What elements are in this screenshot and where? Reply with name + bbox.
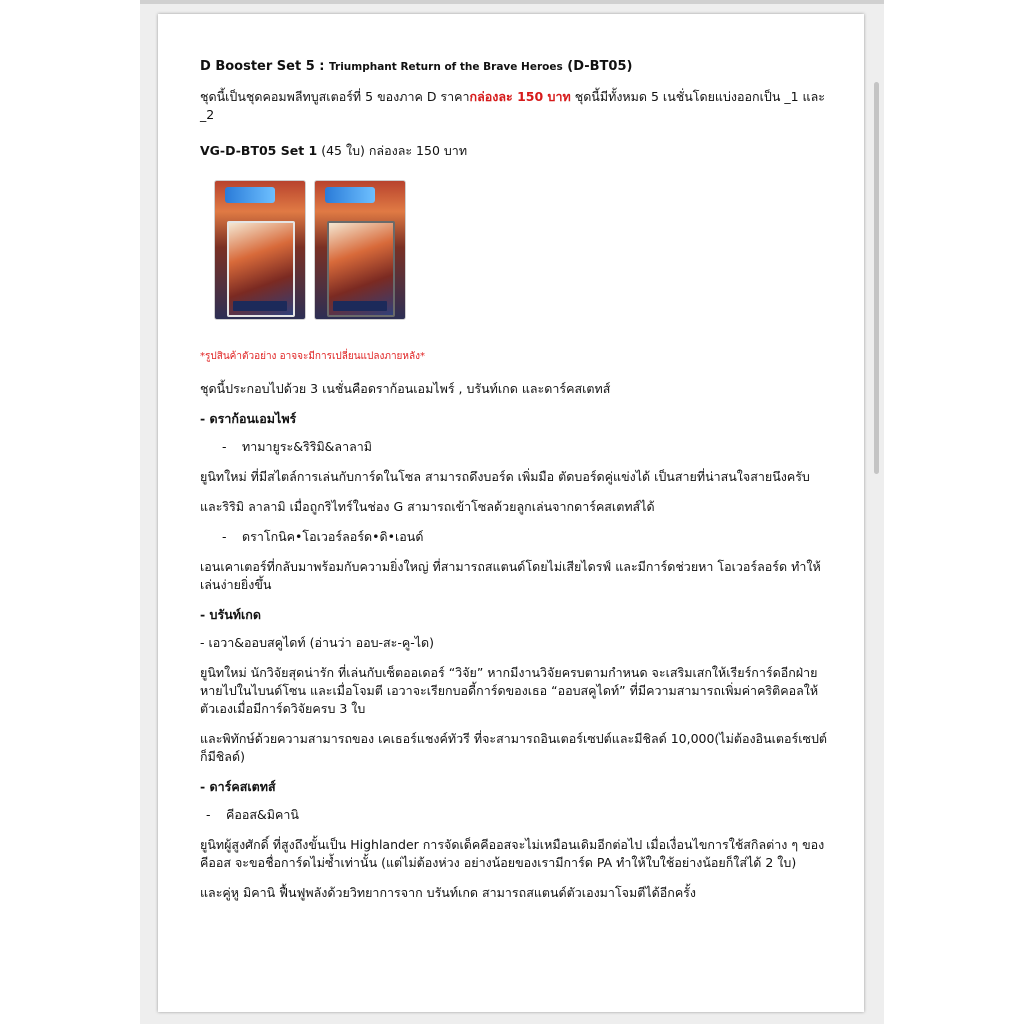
section-title-brandt-gate: - บรันท์เกด <box>200 607 261 622</box>
viewer-top-edge <box>140 0 884 4</box>
list-item: - เอวา&ออบสคูไดท์ (อ่านว่า ออบ-สะ-คู-ได) <box>200 635 435 650</box>
set1-heading <box>200 142 830 160</box>
section-paragraph: และริริมิ ลาลามิ เมื่อถูกริไทร์ในช่อง G สามารถเข้าโซลด้วยลูกเล่นจากดาร์คสเตทส์ได้ <box>200 499 655 514</box>
heading-subtitle: Triumphant Return of the Brave Heroes <box>329 61 563 73</box>
section-paragraph: ยูนิทใหม่ ที่มีสไตล์การเล่นกับการ์ดในโซล สามารถดึงบอร์ด เพิ่มมือ ตัดบอร์ดคู่แข่งได้ เป็นสายที่น่าสนใจสายนึงครับ <box>200 469 810 484</box>
section-paragraph: และพิทักษ์ด้วยความสามารถของ เคเธอร์แชงค์ทัวรี ที่จะสามารถอินเตอร์เซปต์และมีชิลด์ 10,000(ไม่ต้องอินเตอร์เซปต์ก็มีชิลด์) <box>200 731 828 764</box>
section-paragraph: ยูนิทใหม่ นักวิจัยสุดน่ารัก ที่เล่นกับเซ็ตออเดอร์ “วิจัย” หากมีงานวิจัยครบตามกำหนด จะเสริมเสกให้เรียร์การ์ดอีกฝ่ายหายไปในไบนด์โซน และเมื่อโจมตี เอวาจะเรียกบอดี้การ์ดของเธอ “ออบสคูไดท์” ที่มีความสามารถเพิ่มค่าคริติคอลให้ตัวเองเมื่อมีการ์ดวิจัยครบ 3 ใบ <box>200 665 819 716</box>
document-page <box>158 14 864 1012</box>
image-disclaimer: *รูปสินค้าตัวอย่าง อาจจะมีการเปลี่ยนแปลงภายหลัง* <box>200 351 426 362</box>
set-heading <box>200 58 830 76</box>
list-item <box>200 438 830 456</box>
section-paragraph: ยูนิทผู้สูงศักดิ์ ที่สูงถึงขั้นเป็น Highlander การจัดเด็คคีออสจะไม่เหมือนเดิมอีกต่อไป เมื่อเงื่อนไขการใช้สกิลต่าง ๆ ของคีออส จะขอชื่อการ์ดไม่ซ้ำเท่านั้น (แต่ไม่ต้องห่วง อย่างน้อยของเรามีการ์ด PA ทำให้ใบใช้อย่างน้อยก็ใส่ได้ 2 ใบ) <box>200 837 825 870</box>
box-logo-graphic <box>325 187 375 203</box>
intro-text-1: ชุดนี้เป็นชุดคอมพลีทบูสเตอร์ที่ 5 ของภาค D ราคา <box>200 89 470 104</box>
list-item <box>200 806 830 824</box>
section-paragraph: เอนเคาเตอร์ที่กลับมาพร้อมกับความยิ่งใหญ่ ที่สามารถสแตนด์โดยไม่เสียไดรฟ์ และมีการ์ดช่วยหา โอเวอร์ลอร์ด ทำให้เล่นง่ายยิ่งขึ้น <box>200 559 821 592</box>
intro-paragraph <box>200 88 830 124</box>
product-box-image-2 <box>314 180 406 320</box>
price-highlight: กล่องละ 150 บาท <box>469 89 571 104</box>
box-card-graphic <box>327 221 395 317</box>
bullet-dash: - <box>206 807 211 822</box>
box-logo-graphic <box>225 187 275 203</box>
list-item-text: ดราโกนิค•โอเวอร์ลอร์ด•ดิ•เอนด์ <box>242 529 424 544</box>
section-paragraph: และคู่หู มิคานิ ฟื้นฟูพลังด้วยวิทยาการจาก บรันท์เกด สามารถสแตนด์ตัวเองมาโจมตีได้อีกครั้ง <box>200 885 696 900</box>
product-images <box>214 172 830 322</box>
heading-code: (D-BT05) <box>567 59 633 74</box>
bullet-dash: - <box>222 439 227 454</box>
intro-text-2: ชุดนี้มีทั้งหมด 5 เนชั่นโดยแบ่งออกเป็น _1 และ _2 <box>200 89 825 122</box>
set1-title: VG-D-BT05 Set 1 <box>200 143 318 158</box>
section-title-dragon-empire: - ดราก้อนเอมไพร์ <box>200 411 297 426</box>
list-item-text: คีออส&มิคานิ <box>226 807 299 822</box>
heading-prefix: D Booster Set 5 : <box>200 59 325 74</box>
list-item <box>200 528 830 546</box>
list-item-text: ทามายูระ&ริริมิ&ลาลามิ <box>242 439 373 454</box>
bullet-dash: - <box>222 529 227 544</box>
product-box-image-1 <box>214 180 306 320</box>
nations-intro: ชุดนี้ประกอบไปด้วย 3 เนชั่นคือดราก้อนเอมไพร์ , บรันท์เกด และดาร์คสเตทส์ <box>200 381 611 396</box>
scrollbar-thumb[interactable] <box>874 82 879 474</box>
box-card-graphic <box>227 221 295 317</box>
document-content <box>200 58 830 914</box>
set1-detail: (45 ใบ) กล่องละ 150 บาท <box>317 143 468 158</box>
section-title-dark-states: - ดาร์คสเตทส์ <box>200 779 276 794</box>
